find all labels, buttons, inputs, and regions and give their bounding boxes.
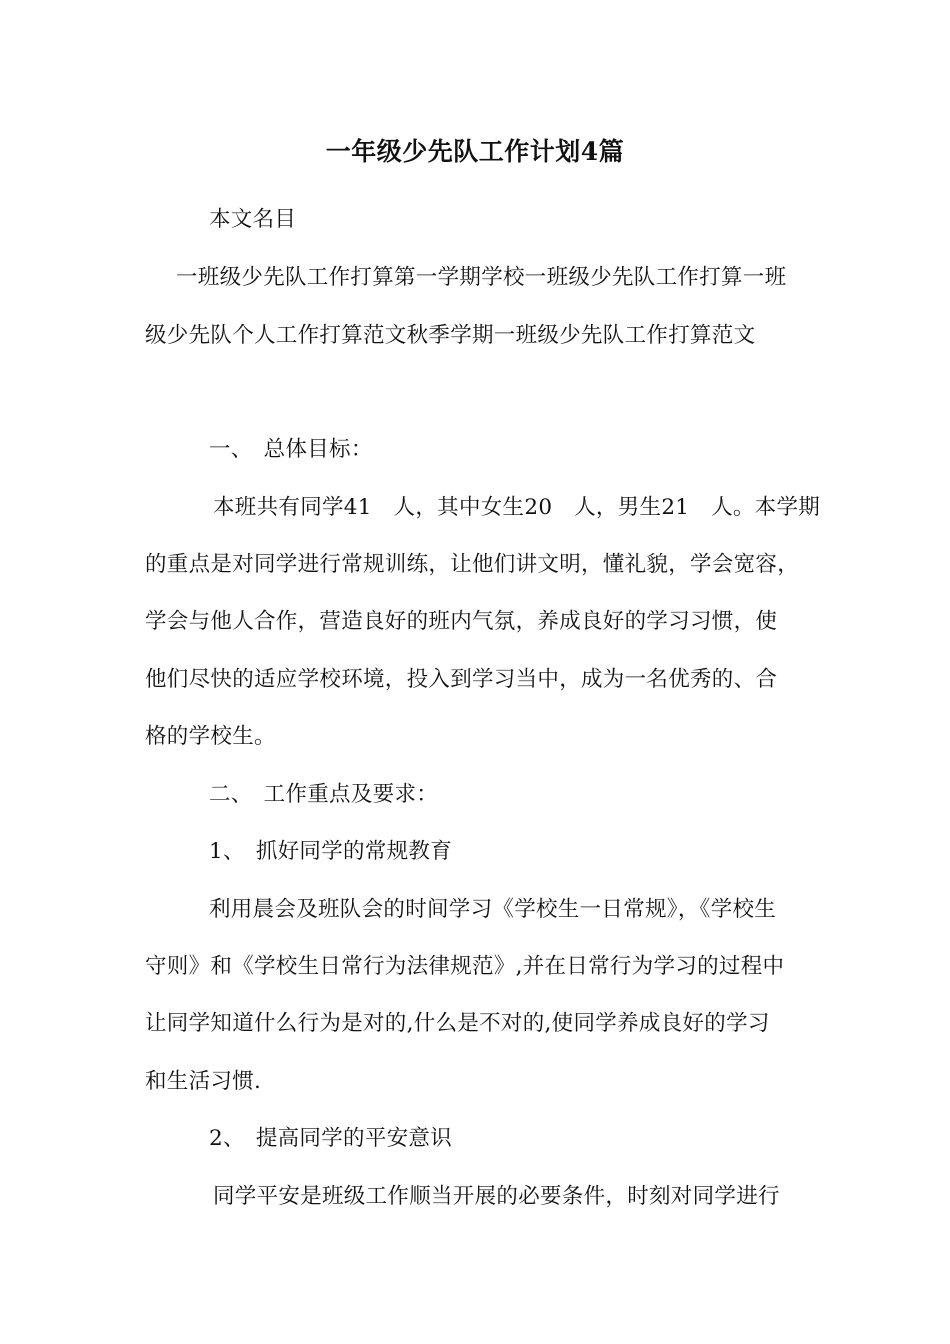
item2-heading: 2、 提高同学的平安意识 <box>209 1126 453 1151</box>
item2-text-line: 同学平安是班级工作顺当开展的必要条件，时刻对同学进行 <box>213 1184 780 1209</box>
section1-text-line: 他们尽快的适应学校环境，投入到学习当中，成为一名优秀的、合 <box>145 667 778 692</box>
item1-text-line: 利用晨会及班队会的时间学习《学校生一日常规》，《学校生 <box>209 897 777 922</box>
item1-text-line: 和生活习惯. <box>145 1069 262 1094</box>
section2-heading: 二、 工作重点及要求： <box>209 782 439 807</box>
section1-text-line: 本班共有同学41 人，其中女生20 人，男生21 人。本学期 <box>213 495 821 520</box>
section1-text-line: 格的学校生。 <box>145 724 276 749</box>
item1-text-line: 守则》和《学校生日常行为法律规范》,并在日常行为学习的过程中 <box>145 954 785 979</box>
section1-text-line: 学会与他人合作，营造良好的班内气氛，养成良好的学习习惯，使 <box>145 609 778 634</box>
section1-text-line: 的重点是对同学进行常规训练，让他们讲文明，懂礼貌，学会宽容， <box>145 552 800 577</box>
toc-line: 一班级少先队工作打算第一学期学校一班级少先队工作打算一班 <box>176 265 787 290</box>
document-title: 一年级少先队工作计划4篇 <box>325 137 625 166</box>
toc-line: 级少先队个人工作打算范文秋季学期一班级少先队工作打算范文 <box>145 323 756 348</box>
toc-label: 本文名目 <box>209 207 297 232</box>
section1-heading: 一、 总体目标： <box>209 437 373 462</box>
item1-text-line: 让同学知道什么行为是对的,什么是不对的,使同学养成良好的学习 <box>145 1011 770 1036</box>
item1-heading: 1、 抓好同学的常规教育 <box>209 839 453 864</box>
